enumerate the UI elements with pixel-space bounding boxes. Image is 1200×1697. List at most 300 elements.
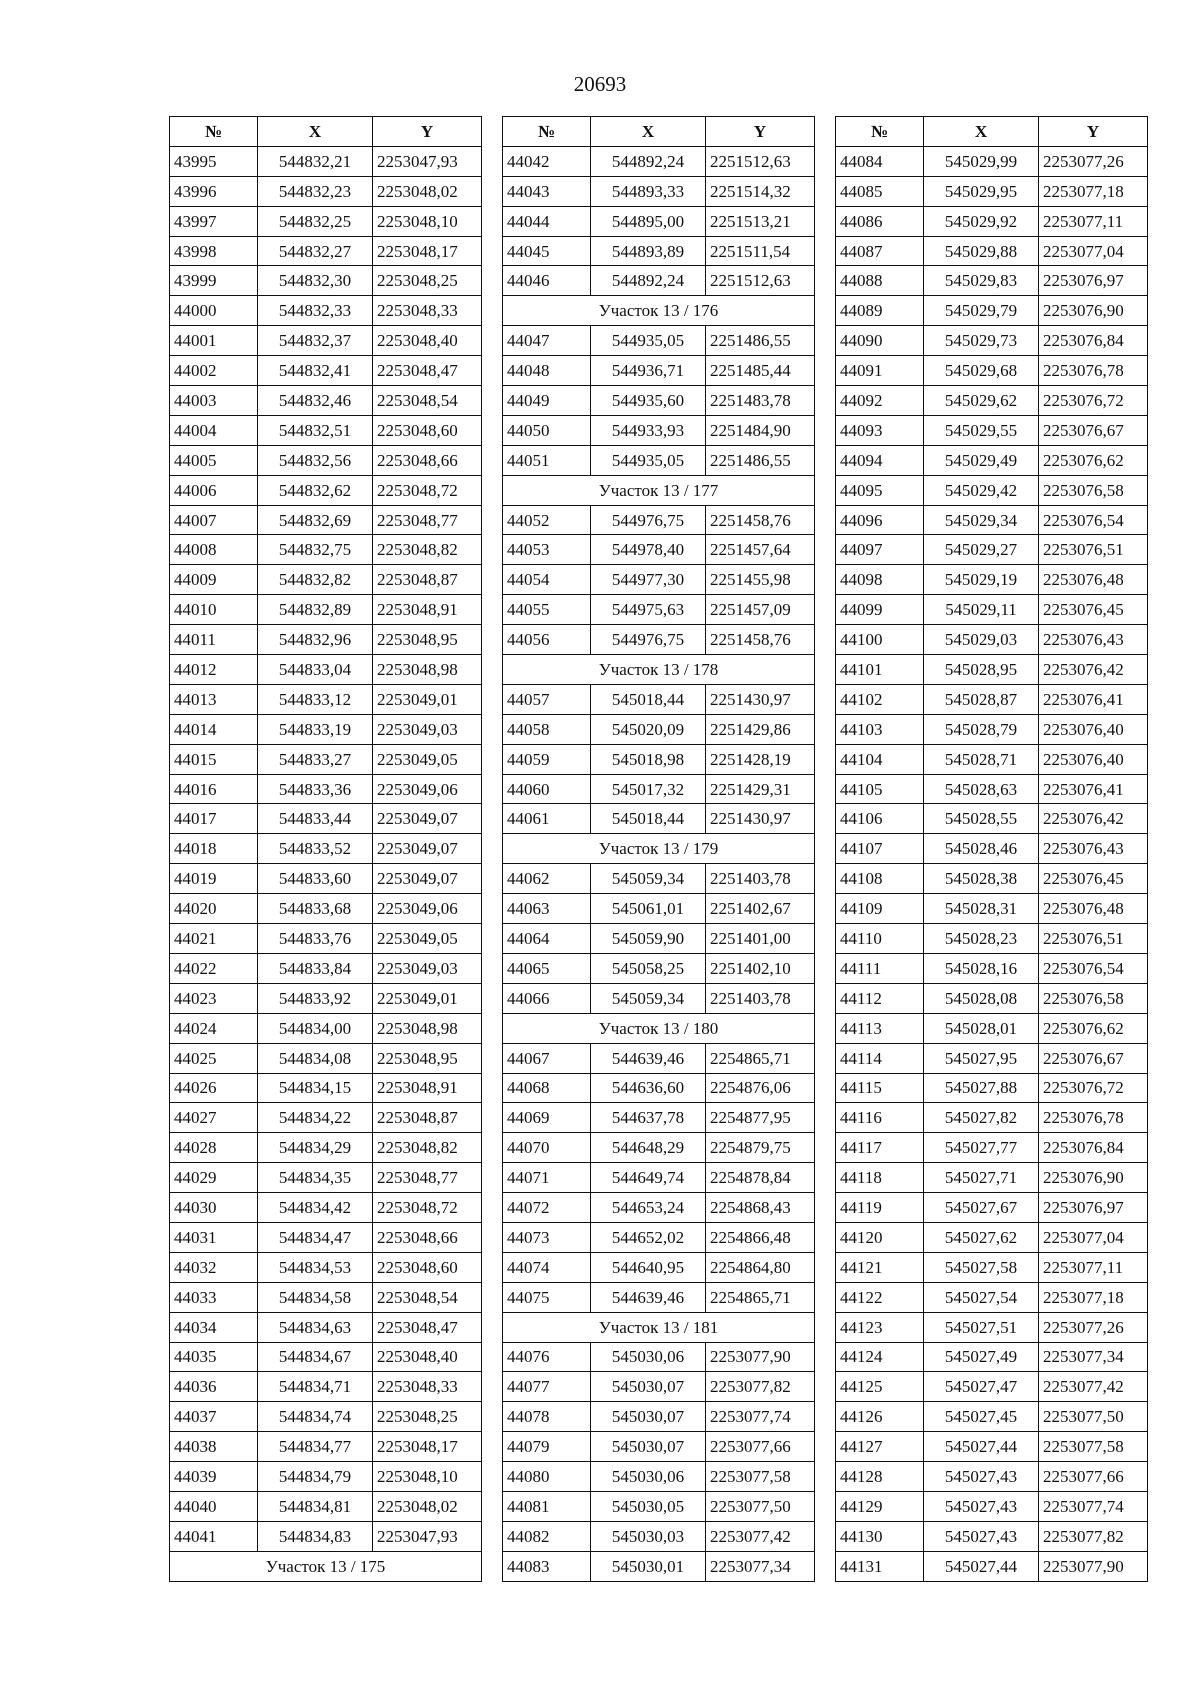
- y-coordinate-cell: 2253076,78: [1039, 1103, 1148, 1133]
- y-coordinate-cell: 2251457,09: [706, 595, 815, 625]
- x-coordinate-cell: 544832,69: [258, 505, 373, 535]
- x-coordinate-cell: 545030,07: [591, 1372, 706, 1402]
- point-number-cell: 44100: [836, 625, 924, 655]
- point-number-cell: 44122: [836, 1282, 924, 1312]
- point-number-cell: 44070: [503, 1133, 591, 1163]
- x-coordinate-cell: 545028,01: [924, 1013, 1039, 1043]
- x-coordinate-cell: 544936,71: [591, 356, 706, 386]
- x-coordinate-cell: 544935,05: [591, 445, 706, 475]
- y-coordinate-cell: 2251483,78: [706, 386, 815, 416]
- x-coordinate-cell: 545018,44: [591, 804, 706, 834]
- x-coordinate-cell: 545027,71: [924, 1163, 1039, 1193]
- x-coordinate-cell: 545061,01: [591, 894, 706, 924]
- header-x: X: [258, 117, 373, 147]
- section-title: Участок 13 / 179: [503, 834, 815, 864]
- point-number-cell: 44124: [836, 1342, 924, 1372]
- point-number-cell: 44078: [503, 1402, 591, 1432]
- y-coordinate-cell: 2253077,50: [706, 1491, 815, 1521]
- table-row: [170, 236, 482, 266]
- point-number-cell: 44008: [170, 535, 258, 565]
- point-number-cell: 44030: [170, 1193, 258, 1223]
- point-number-cell: 44098: [836, 565, 924, 595]
- table-row: [836, 1163, 1148, 1193]
- x-coordinate-cell: 545027,58: [924, 1252, 1039, 1282]
- y-coordinate-cell: 2254878,84: [706, 1163, 815, 1193]
- x-coordinate-cell: 544636,60: [591, 1073, 706, 1103]
- point-number-cell: 43996: [170, 176, 258, 206]
- table-row: [170, 1252, 482, 1282]
- point-number-cell: 44089: [836, 296, 924, 326]
- x-coordinate-cell: 544893,89: [591, 236, 706, 266]
- table-row: [170, 894, 482, 924]
- x-coordinate-cell: 544653,24: [591, 1193, 706, 1223]
- x-coordinate-cell: 545027,49: [924, 1342, 1039, 1372]
- point-number-cell: 44020: [170, 894, 258, 924]
- table-row: [836, 834, 1148, 864]
- point-number-cell: 44023: [170, 983, 258, 1013]
- point-number-cell: 44028: [170, 1133, 258, 1163]
- point-number-cell: 44031: [170, 1222, 258, 1252]
- point-number-cell: 44111: [836, 953, 924, 983]
- y-coordinate-cell: 2253076,90: [1039, 1163, 1148, 1193]
- section-row: [503, 475, 815, 505]
- point-number-cell: 44021: [170, 924, 258, 954]
- x-coordinate-cell: 545028,08: [924, 983, 1039, 1013]
- table-row: [503, 953, 815, 983]
- table-row: [836, 1462, 1148, 1492]
- point-number-cell: 44060: [503, 774, 591, 804]
- point-number-cell: 44033: [170, 1282, 258, 1312]
- table-row: [836, 505, 1148, 535]
- y-coordinate-cell: 2253076,84: [1039, 326, 1148, 356]
- y-coordinate-cell: 2253076,48: [1039, 894, 1148, 924]
- table-row: [836, 714, 1148, 744]
- table-row: [836, 1342, 1148, 1372]
- point-number-cell: 44080: [503, 1462, 591, 1492]
- table-row: [170, 356, 482, 386]
- x-coordinate-cell: 545029,68: [924, 356, 1039, 386]
- table-row: [836, 1013, 1148, 1043]
- point-number-cell: 44010: [170, 595, 258, 625]
- y-coordinate-cell: 2253077,18: [1039, 1282, 1148, 1312]
- table-row: [170, 684, 482, 714]
- x-coordinate-cell: 544832,30: [258, 266, 373, 296]
- table-row: [503, 146, 815, 176]
- y-coordinate-cell: 2251430,97: [706, 684, 815, 714]
- header-row: [836, 117, 1148, 147]
- header-row: [503, 117, 815, 147]
- table-row: [170, 415, 482, 445]
- header-x: X: [591, 117, 706, 147]
- x-coordinate-cell: 544832,37: [258, 326, 373, 356]
- x-coordinate-cell: 544895,00: [591, 206, 706, 236]
- x-coordinate-cell: 545030,01: [591, 1551, 706, 1581]
- table-row: [836, 1282, 1148, 1312]
- table-row: [170, 296, 482, 326]
- y-coordinate-cell: 2253077,34: [1039, 1342, 1148, 1372]
- table-row: [170, 1222, 482, 1252]
- table-row: [503, 206, 815, 236]
- table-row: [170, 1163, 482, 1193]
- point-number-cell: 44110: [836, 924, 924, 954]
- x-coordinate-cell: 544648,29: [591, 1133, 706, 1163]
- point-number-cell: 44016: [170, 774, 258, 804]
- y-coordinate-cell: 2253077,11: [1039, 206, 1148, 236]
- x-coordinate-cell: 544834,35: [258, 1163, 373, 1193]
- point-number-cell: 44015: [170, 744, 258, 774]
- x-coordinate-cell: 545028,87: [924, 684, 1039, 714]
- table-row: [170, 535, 482, 565]
- y-coordinate-cell: 2253076,97: [1039, 1193, 1148, 1223]
- y-coordinate-cell: 2253048,72: [373, 1193, 482, 1223]
- header-row: [170, 117, 482, 147]
- table-row: [503, 1462, 815, 1492]
- point-number-cell: 44012: [170, 655, 258, 685]
- point-number-cell: 44102: [836, 684, 924, 714]
- point-number-cell: 44131: [836, 1551, 924, 1581]
- y-coordinate-cell: 2253076,51: [1039, 924, 1148, 954]
- y-coordinate-cell: 2251513,21: [706, 206, 815, 236]
- x-coordinate-cell: 545028,38: [924, 864, 1039, 894]
- table-row: [836, 1372, 1148, 1402]
- table-row: [503, 356, 815, 386]
- x-coordinate-cell: 544834,81: [258, 1491, 373, 1521]
- point-number-cell: 44032: [170, 1252, 258, 1282]
- point-number-cell: 44095: [836, 475, 924, 505]
- point-number-cell: 44086: [836, 206, 924, 236]
- y-coordinate-cell: 2253076,40: [1039, 744, 1148, 774]
- table-row: [503, 1491, 815, 1521]
- section-title: Участок 13 / 181: [503, 1312, 815, 1342]
- point-number-cell: 44001: [170, 326, 258, 356]
- x-coordinate-cell: 545059,34: [591, 983, 706, 1013]
- table-body: [170, 146, 482, 1581]
- x-coordinate-cell: 544832,89: [258, 595, 373, 625]
- y-coordinate-cell: 2251402,10: [706, 953, 815, 983]
- x-coordinate-cell: 545059,34: [591, 864, 706, 894]
- table-row: [836, 595, 1148, 625]
- y-coordinate-cell: 2253077,74: [1039, 1491, 1148, 1521]
- point-number-cell: 44075: [503, 1282, 591, 1312]
- header-y: Y: [706, 117, 815, 147]
- table-row: [836, 1432, 1148, 1462]
- table-row: [170, 744, 482, 774]
- point-number-cell: 44037: [170, 1402, 258, 1432]
- x-coordinate-cell: 544832,27: [258, 236, 373, 266]
- x-coordinate-cell: 545029,34: [924, 505, 1039, 535]
- table-row: [170, 176, 482, 206]
- x-coordinate-cell: 544893,33: [591, 176, 706, 206]
- table-row: [503, 983, 815, 1013]
- y-coordinate-cell: 2253076,54: [1039, 953, 1148, 983]
- table-row: [503, 1402, 815, 1432]
- x-coordinate-cell: 544834,42: [258, 1193, 373, 1223]
- table-row: [503, 774, 815, 804]
- section-row: [503, 1013, 815, 1043]
- x-coordinate-cell: 544639,46: [591, 1043, 706, 1073]
- y-coordinate-cell: 2253076,58: [1039, 983, 1148, 1013]
- y-coordinate-cell: 2253076,43: [1039, 834, 1148, 864]
- point-number-cell: 44103: [836, 714, 924, 744]
- point-number-cell: 44099: [836, 595, 924, 625]
- y-coordinate-cell: 2253048,33: [373, 296, 482, 326]
- point-number-cell: 44002: [170, 356, 258, 386]
- y-coordinate-cell: 2251403,78: [706, 983, 815, 1013]
- table-row: [836, 386, 1148, 416]
- point-number-cell: 44047: [503, 326, 591, 356]
- point-number-cell: 44046: [503, 266, 591, 296]
- point-number-cell: 44056: [503, 625, 591, 655]
- x-coordinate-cell: 545028,63: [924, 774, 1039, 804]
- y-coordinate-cell: 2253048,10: [373, 1462, 482, 1492]
- point-number-cell: 44128: [836, 1462, 924, 1492]
- coordinate-table-2: [502, 116, 815, 1582]
- y-coordinate-cell: 2251486,55: [706, 445, 815, 475]
- point-number-cell: 44113: [836, 1013, 924, 1043]
- point-number-cell: 44034: [170, 1312, 258, 1342]
- point-number-cell: 44024: [170, 1013, 258, 1043]
- point-number-cell: 44035: [170, 1342, 258, 1372]
- point-number-cell: 44050: [503, 415, 591, 445]
- table-row: [170, 445, 482, 475]
- table-row: [836, 356, 1148, 386]
- point-number-cell: 44045: [503, 236, 591, 266]
- table-row: [836, 1043, 1148, 1073]
- x-coordinate-cell: 545027,51: [924, 1312, 1039, 1342]
- x-coordinate-cell: 545027,77: [924, 1133, 1039, 1163]
- x-coordinate-cell: 545029,95: [924, 176, 1039, 206]
- x-coordinate-cell: 544977,30: [591, 565, 706, 595]
- point-number-cell: 44112: [836, 983, 924, 1013]
- y-coordinate-cell: 2253076,54: [1039, 505, 1148, 535]
- x-coordinate-cell: 544976,75: [591, 505, 706, 535]
- point-number-cell: 44082: [503, 1521, 591, 1551]
- table-row: [836, 744, 1148, 774]
- y-coordinate-cell: 2251428,19: [706, 744, 815, 774]
- point-number-cell: 44105: [836, 774, 924, 804]
- table-row: [836, 1193, 1148, 1223]
- table-row: [503, 744, 815, 774]
- x-coordinate-cell: 544649,74: [591, 1163, 706, 1193]
- point-number-cell: 44088: [836, 266, 924, 296]
- point-number-cell: 44127: [836, 1432, 924, 1462]
- point-number-cell: 44120: [836, 1222, 924, 1252]
- x-coordinate-cell: 545029,62: [924, 386, 1039, 416]
- x-coordinate-cell: 544833,52: [258, 834, 373, 864]
- y-coordinate-cell: 2251457,64: [706, 535, 815, 565]
- table-row: [503, 1252, 815, 1282]
- point-number-cell: 44061: [503, 804, 591, 834]
- point-number-cell: 43995: [170, 146, 258, 176]
- y-coordinate-cell: 2253076,62: [1039, 1013, 1148, 1043]
- point-number-cell: 44107: [836, 834, 924, 864]
- x-coordinate-cell: 545030,07: [591, 1432, 706, 1462]
- header-y: Y: [373, 117, 482, 147]
- x-coordinate-cell: 544833,27: [258, 744, 373, 774]
- point-number-cell: 44077: [503, 1372, 591, 1402]
- point-number-cell: 44065: [503, 953, 591, 983]
- x-coordinate-cell: 545029,49: [924, 445, 1039, 475]
- x-coordinate-cell: 544834,83: [258, 1521, 373, 1551]
- table-row: [836, 146, 1148, 176]
- x-coordinate-cell: 544833,68: [258, 894, 373, 924]
- y-coordinate-cell: 2253048,54: [373, 386, 482, 416]
- point-number-cell: 44117: [836, 1133, 924, 1163]
- point-number-cell: 44039: [170, 1462, 258, 1492]
- y-coordinate-cell: 2253048,25: [373, 266, 482, 296]
- x-coordinate-cell: 545027,43: [924, 1521, 1039, 1551]
- x-coordinate-cell: 544834,79: [258, 1462, 373, 1492]
- table-row: [170, 1013, 482, 1043]
- y-coordinate-cell: 2253049,06: [373, 894, 482, 924]
- y-coordinate-cell: 2253048,91: [373, 1073, 482, 1103]
- y-coordinate-cell: 2253048,98: [373, 1013, 482, 1043]
- y-coordinate-cell: 2254876,06: [706, 1073, 815, 1103]
- table-row: [170, 1312, 482, 1342]
- point-number-cell: 44058: [503, 714, 591, 744]
- x-coordinate-cell: 545027,95: [924, 1043, 1039, 1073]
- x-coordinate-cell: 545018,98: [591, 744, 706, 774]
- point-number-cell: 44026: [170, 1073, 258, 1103]
- y-coordinate-cell: 2253048,66: [373, 445, 482, 475]
- y-coordinate-cell: 2253077,66: [1039, 1462, 1148, 1492]
- x-coordinate-cell: 544976,75: [591, 625, 706, 655]
- table-row: [503, 505, 815, 535]
- point-number-cell: 44084: [836, 146, 924, 176]
- table-row: [503, 894, 815, 924]
- y-coordinate-cell: 2254877,95: [706, 1103, 815, 1133]
- point-number-cell: 44116: [836, 1103, 924, 1133]
- point-number-cell: 44115: [836, 1073, 924, 1103]
- x-coordinate-cell: 544834,67: [258, 1342, 373, 1372]
- x-coordinate-cell: 544832,46: [258, 386, 373, 416]
- table-row: [170, 953, 482, 983]
- point-number-cell: 44114: [836, 1043, 924, 1073]
- point-number-cell: 44085: [836, 176, 924, 206]
- y-coordinate-cell: 2253076,78: [1039, 356, 1148, 386]
- table-row: [170, 834, 482, 864]
- x-coordinate-cell: 544832,96: [258, 625, 373, 655]
- page-number: 20693: [573, 72, 627, 96]
- table-row: [503, 1372, 815, 1402]
- point-number-cell: 44094: [836, 445, 924, 475]
- table-row: [836, 1521, 1148, 1551]
- table-row: [170, 1103, 482, 1133]
- x-coordinate-cell: 544935,60: [591, 386, 706, 416]
- table-row: [836, 1133, 1148, 1163]
- y-coordinate-cell: 2253048,17: [373, 1432, 482, 1462]
- y-coordinate-cell: 2253076,67: [1039, 1043, 1148, 1073]
- table-row: [836, 1073, 1148, 1103]
- x-coordinate-cell: 544834,63: [258, 1312, 373, 1342]
- table-row: [503, 1043, 815, 1073]
- x-coordinate-cell: 544978,40: [591, 535, 706, 565]
- point-number-cell: 44017: [170, 804, 258, 834]
- point-number-cell: 43998: [170, 236, 258, 266]
- point-number-cell: 44118: [836, 1163, 924, 1193]
- x-coordinate-cell: 544834,71: [258, 1372, 373, 1402]
- point-number-cell: 44079: [503, 1432, 591, 1462]
- point-number-cell: 44000: [170, 296, 258, 326]
- y-coordinate-cell: 2253048,10: [373, 206, 482, 236]
- y-coordinate-cell: 2253049,07: [373, 834, 482, 864]
- x-coordinate-cell: 544834,15: [258, 1073, 373, 1103]
- y-coordinate-cell: 2253077,42: [706, 1521, 815, 1551]
- y-coordinate-cell: 2251511,54: [706, 236, 815, 266]
- x-coordinate-cell: 545028,31: [924, 894, 1039, 924]
- y-coordinate-cell: 2253076,40: [1039, 714, 1148, 744]
- table-row: [170, 1462, 482, 1492]
- x-coordinate-cell: 545029,55: [924, 415, 1039, 445]
- x-coordinate-cell: 544935,05: [591, 326, 706, 356]
- x-coordinate-cell: 544832,23: [258, 176, 373, 206]
- table-row: [170, 983, 482, 1013]
- y-coordinate-cell: 2253048,60: [373, 1252, 482, 1282]
- x-coordinate-cell: 545027,62: [924, 1222, 1039, 1252]
- x-coordinate-cell: 545029,11: [924, 595, 1039, 625]
- y-coordinate-cell: 2251486,55: [706, 326, 815, 356]
- table-row: [503, 595, 815, 625]
- y-coordinate-cell: 2253049,05: [373, 744, 482, 774]
- y-coordinate-cell: 2253076,67: [1039, 415, 1148, 445]
- x-coordinate-cell: 544832,82: [258, 565, 373, 595]
- table-row: [503, 326, 815, 356]
- x-coordinate-cell: 544933,93: [591, 415, 706, 445]
- x-coordinate-cell: 544834,29: [258, 1133, 373, 1163]
- x-coordinate-cell: 544833,92: [258, 983, 373, 1013]
- point-number-cell: 44093: [836, 415, 924, 445]
- table-row: [836, 1103, 1148, 1133]
- table-row: [170, 475, 482, 505]
- y-coordinate-cell: 2253048,87: [373, 565, 482, 595]
- y-coordinate-cell: 2253048,95: [373, 625, 482, 655]
- point-number-cell: 44029: [170, 1163, 258, 1193]
- x-coordinate-cell: 544892,24: [591, 146, 706, 176]
- x-coordinate-cell: 544833,60: [258, 864, 373, 894]
- point-number-cell: 44011: [170, 625, 258, 655]
- y-coordinate-cell: 2253048,77: [373, 1163, 482, 1193]
- x-coordinate-cell: 545029,27: [924, 535, 1039, 565]
- x-coordinate-cell: 544834,22: [258, 1103, 373, 1133]
- point-number-cell: 44104: [836, 744, 924, 774]
- y-coordinate-cell: 2253048,82: [373, 535, 482, 565]
- table-row: [836, 894, 1148, 924]
- section-title: Участок 13 / 176: [503, 296, 815, 326]
- y-coordinate-cell: 2253049,06: [373, 774, 482, 804]
- x-coordinate-cell: 544832,51: [258, 415, 373, 445]
- point-number-cell: 44003: [170, 386, 258, 416]
- point-number-cell: 44081: [503, 1491, 591, 1521]
- y-coordinate-cell: 2253077,58: [1039, 1432, 1148, 1462]
- table-row: [503, 804, 815, 834]
- point-number-cell: 43999: [170, 266, 258, 296]
- x-coordinate-cell: 545029,79: [924, 296, 1039, 326]
- y-coordinate-cell: 2253048,91: [373, 595, 482, 625]
- table-row: [170, 1432, 482, 1462]
- x-coordinate-cell: 545028,16: [924, 953, 1039, 983]
- y-coordinate-cell: 2253048,77: [373, 505, 482, 535]
- y-coordinate-cell: 2254866,48: [706, 1222, 815, 1252]
- y-coordinate-cell: 2253049,07: [373, 864, 482, 894]
- y-coordinate-cell: 2253048,98: [373, 655, 482, 685]
- point-number-cell: 44096: [836, 505, 924, 535]
- y-coordinate-cell: 2251484,90: [706, 415, 815, 445]
- y-coordinate-cell: 2253049,07: [373, 804, 482, 834]
- point-number-cell: 44004: [170, 415, 258, 445]
- y-coordinate-cell: 2254868,43: [706, 1193, 815, 1223]
- y-coordinate-cell: 2251401,00: [706, 924, 815, 954]
- table-row: [836, 1551, 1148, 1581]
